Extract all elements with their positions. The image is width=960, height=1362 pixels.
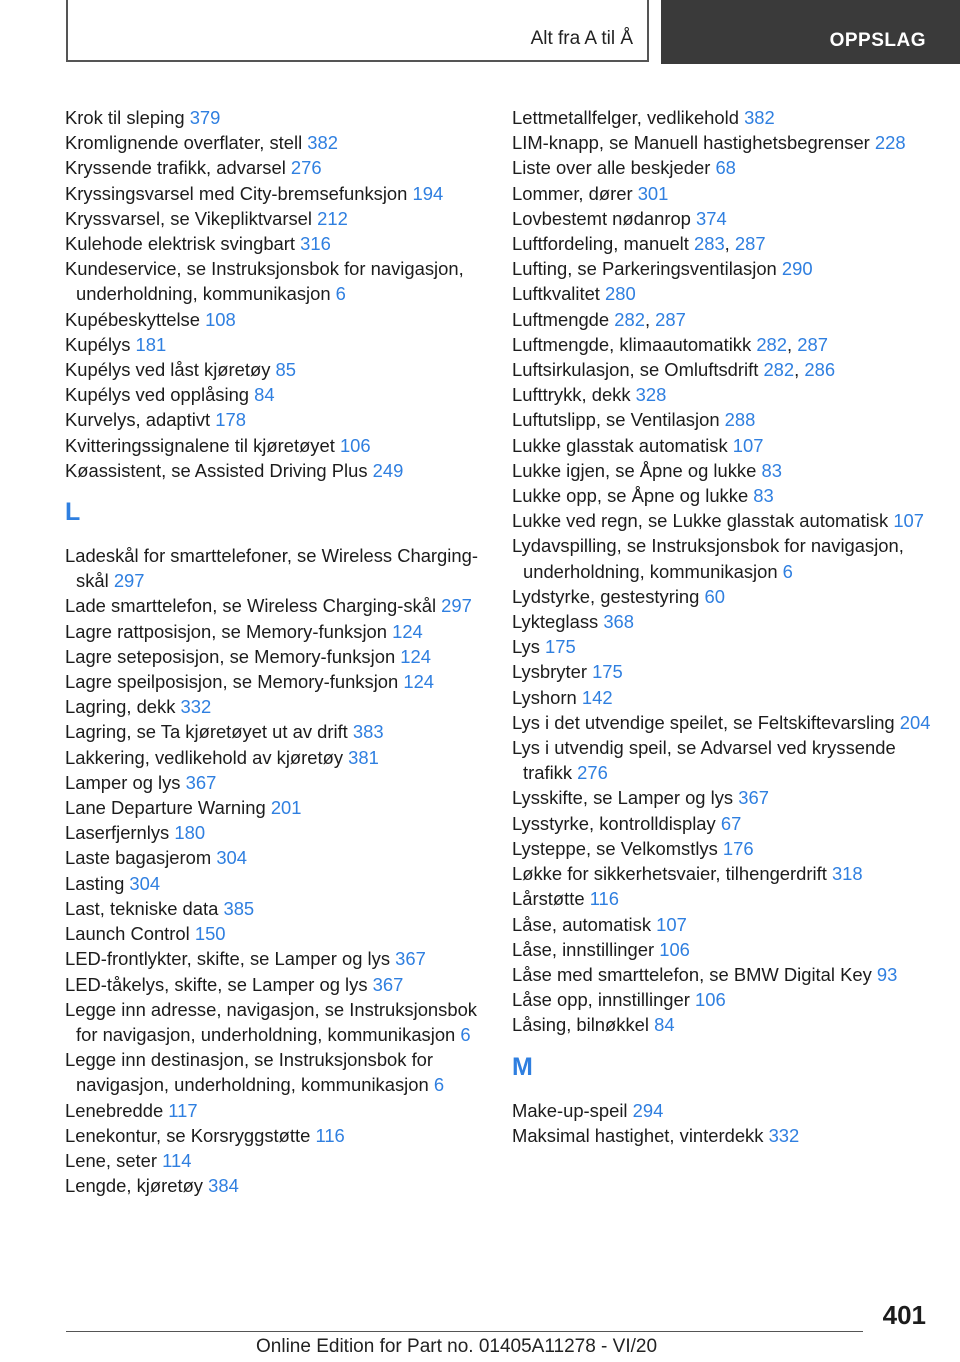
- page-link[interactable]: 6: [782, 560, 793, 582]
- chapter-tab: [661, 0, 960, 64]
- index-entry-term: Luftmengde, klimaautomatikk: [512, 333, 757, 355]
- page-link[interactable]: 282: [763, 359, 795, 381]
- index-entry: [512, 1098, 932, 1123]
- index-entry-term: Kryssingsvarsel med City-bremsefunksjon: [65, 182, 413, 204]
- page-link[interactable]: 93: [876, 963, 898, 985]
- index-entry-term: Lagring, dekk: [65, 696, 181, 718]
- index-entry: [65, 231, 485, 256]
- index-entry: [65, 407, 485, 432]
- index-entry: [65, 155, 485, 180]
- page-link[interactable]: 212: [317, 207, 348, 229]
- page-link[interactable]: 287: [655, 308, 686, 330]
- index-column-left: [65, 105, 485, 1198]
- page-link[interactable]: 384: [208, 1175, 239, 1197]
- page-link[interactable]: 367: [395, 948, 426, 970]
- page-link[interactable]: 367: [372, 973, 404, 995]
- index-entry: [65, 896, 485, 921]
- index-entry: [512, 861, 932, 886]
- index-entry-term: LIM-knapp, se Manuell hastighetsbegrenser: [512, 132, 875, 154]
- edition-info: Online Edition for Part no. 01405A11278 - VI/20: [256, 1336, 658, 1357]
- index-entry-term: Kupélys ved opplåsing: [65, 384, 255, 406]
- page-link[interactable]: 6: [433, 1074, 445, 1096]
- index-entry-term: Lydavspilling, se Instruksjonsbok for navigasjon, underholdning, kommunikasjon: [512, 535, 904, 582]
- index-entry: [512, 281, 932, 306]
- index-entry: [65, 593, 485, 618]
- index-entry-term: Lys: [512, 636, 546, 658]
- page-separator: ,: [724, 233, 735, 255]
- index-entry: [512, 206, 932, 231]
- page-link[interactable]: 6: [335, 283, 346, 305]
- index-entry: [65, 820, 485, 845]
- index-entry-term: Lagre speilposisjon, se Memory-funksjon: [65, 671, 404, 693]
- index-entry-term: Låse, innstillinger: [512, 938, 660, 960]
- page-link[interactable]: 368: [603, 611, 635, 633]
- page-link[interactable]: 84: [654, 1014, 675, 1036]
- page-link[interactable]: 287: [734, 233, 766, 255]
- index-entry: [512, 433, 932, 458]
- page-link[interactable]: 60: [704, 585, 725, 607]
- index-entry-term: Lys i det utvendige speilet, se Feltskiftevarsling: [512, 711, 900, 733]
- index-entry: [512, 407, 932, 432]
- index-entry-term: Ladeskål for smarttelefoner, se Wireless Charging-skål: [65, 545, 478, 592]
- index-entry: [512, 937, 932, 962]
- page-link[interactable]: 228: [874, 132, 906, 154]
- index-entry: [65, 745, 485, 770]
- index-entry-term: Lårstøtte: [512, 888, 590, 910]
- index-entry: [65, 719, 485, 744]
- page-link[interactable]: 150: [194, 923, 226, 945]
- page-link[interactable]: 108: [205, 308, 236, 330]
- page-link[interactable]: 332: [768, 1124, 800, 1146]
- index-entry-term: Last, tekniske data: [65, 897, 224, 919]
- index-entry-term: Lysteppe, se Velkomstlys: [512, 837, 723, 859]
- page-link[interactable]: 114: [162, 1149, 192, 1171]
- page-link[interactable]: 181: [135, 333, 167, 355]
- index-entry-term: Lane Departure Warning: [65, 797, 271, 819]
- index-entry-term: Krok til sleping: [65, 107, 190, 128]
- page-link[interactable]: 201: [270, 797, 302, 819]
- index-entry-term: LED-frontlykter, skifte, se Lamper og lys: [65, 948, 396, 970]
- page-link[interactable]: 297: [113, 570, 145, 592]
- index-entry: [65, 382, 485, 407]
- index-entry: [512, 458, 932, 483]
- page-link[interactable]: 83: [761, 459, 782, 481]
- index-entry-term: Lenekontur, se Korsryggstøtte: [65, 1124, 316, 1146]
- page-link[interactable]: 304: [129, 872, 161, 894]
- index-entry-term: Lettmetallfelger, vedlikehold: [512, 107, 745, 128]
- index-entry: [512, 307, 932, 332]
- page-link[interactable]: 282: [614, 308, 645, 330]
- index-letter-heading: L: [65, 498, 81, 527]
- page-link[interactable]: 107: [656, 913, 687, 935]
- page-link[interactable]: 294: [632, 1099, 664, 1121]
- page-link[interactable]: 124: [403, 671, 435, 693]
- index-entry: [65, 332, 485, 357]
- index-entry: [512, 483, 932, 508]
- page-link[interactable]: 84: [254, 384, 275, 406]
- index-entry-term: Make-up-speil: [512, 1099, 633, 1121]
- index-entry: [65, 433, 485, 458]
- index-entry-term: Kundeservice, se Instruksjonsbok for navigasjon, underholdning, kommunikasjon: [65, 258, 464, 305]
- page-link[interactable]: 175: [592, 661, 623, 683]
- index-letter-heading: M: [512, 1052, 533, 1081]
- page-number: 401: [882, 1300, 926, 1330]
- page-link[interactable]: 367: [738, 787, 769, 809]
- index-entry-term: Lydstyrke, gestestyring: [512, 585, 705, 607]
- index-entry-term: Lagre rattposisjon, se Memory-funksjon: [65, 620, 393, 642]
- index-entry: [65, 694, 485, 719]
- page-separator: ,: [787, 333, 798, 355]
- index-entry-term: Legge inn destinasjon, se Instruksjonsbok for navigasjon, underholdning, kommunikasjon: [65, 1049, 434, 1096]
- index-entry-term: Låse, automatisk: [512, 913, 657, 935]
- index-entry-term: Kryssvarsel, se Vikepliktvarsel: [65, 207, 318, 229]
- page-link[interactable]: 385: [223, 897, 255, 919]
- index-entry-term: Lykteglass: [512, 611, 604, 633]
- index-entry-term: Launch Control: [65, 923, 195, 945]
- index-entry-term: Lys i utvendig speil, se Advarsel ved kryssende trafikk: [512, 737, 896, 784]
- index-entry-term: Lysskifte, se Lamper og lys: [512, 787, 739, 809]
- page-header: [66, 0, 960, 64]
- index-entry: [512, 785, 932, 810]
- page-link[interactable]: 107: [732, 434, 764, 456]
- index-entry: [512, 130, 932, 155]
- index-entry: [512, 1123, 932, 1148]
- index-entry: [512, 735, 932, 785]
- index-entry: [512, 533, 932, 583]
- index-entry: [65, 130, 485, 155]
- page-link[interactable]: 204: [899, 711, 931, 733]
- page-link[interactable]: 332: [180, 696, 212, 718]
- chapter-title: OPPSLAG: [829, 30, 926, 51]
- page-link[interactable]: 286: [804, 359, 836, 381]
- index-entry-term: Kryssende trafikk, advarsel: [65, 157, 291, 179]
- index-entry: [65, 105, 485, 130]
- index-entry: [65, 543, 485, 593]
- page-link[interactable]: 288: [724, 409, 756, 431]
- page-link[interactable]: 382: [744, 107, 775, 128]
- index-entry-term: Lufting, se Parkeringsventilasjon: [512, 258, 782, 280]
- index-entry-term: Lasting: [65, 872, 130, 894]
- page-link[interactable]: 297: [441, 595, 472, 617]
- page-link[interactable]: 85: [275, 359, 297, 381]
- page-link[interactable]: 249: [372, 459, 404, 481]
- index-entry-term: Kulehode elektrisk svingbart: [65, 233, 301, 255]
- page-link[interactable]: 180: [174, 822, 206, 844]
- index-entry-term: Laserfjernlys: [65, 822, 175, 844]
- index-entry-term: Køassistent, se Assisted Driving Plus: [65, 459, 373, 481]
- page-link[interactable]: 304: [216, 847, 247, 869]
- index-entry: [512, 105, 932, 130]
- index-entry: [512, 685, 932, 710]
- index-entry-term: Liste over alle beskjeder: [512, 157, 716, 179]
- page-link[interactable]: 178: [215, 409, 246, 431]
- page-link[interactable]: 367: [185, 771, 217, 793]
- index-entry: [512, 508, 932, 533]
- index-entry: [65, 181, 485, 206]
- index-entry-term: Kupébeskyttelse: [65, 308, 206, 330]
- index-entry-term: Lovbestemt nødanrop: [512, 207, 697, 229]
- index-entry-term: Låse med smarttelefon, se BMW Digital Key: [512, 963, 877, 985]
- page-link[interactable]: 276: [290, 157, 322, 179]
- index-entry: [65, 997, 485, 1047]
- index-entry: [65, 206, 485, 231]
- index-entry-term: LED-tåkelys, skifte, se Lamper og lys: [65, 973, 373, 995]
- index-entry-term: Legge inn adresse, navigasjon, se Instruksjonsbok for navigasjon, underholdning, kommunikasjon: [65, 998, 478, 1045]
- index-entry: [512, 181, 932, 206]
- index-entry: [65, 1173, 485, 1198]
- index-entry-term: Lukke ved regn, se Lukke glasstak automatisk: [512, 510, 894, 532]
- page-link[interactable]: 142: [581, 686, 613, 708]
- page-link[interactable]: 318: [831, 863, 863, 885]
- page-link[interactable]: 374: [696, 207, 727, 229]
- index-entry: [65, 256, 485, 306]
- page-link[interactable]: 124: [392, 620, 423, 642]
- page-link[interactable]: 381: [348, 746, 379, 768]
- index-entry: [512, 912, 932, 937]
- index-entry: [65, 921, 485, 946]
- index-entry-term: Løkke for sikkerhetsvaier, tilhengerdrift: [512, 863, 832, 885]
- page-link[interactable]: 107: [893, 510, 924, 532]
- page-link[interactable]: 194: [412, 182, 444, 204]
- index-entry-term: Lysstyrke, kontrolldisplay: [512, 812, 721, 834]
- index-entry-term: Lukke glasstak automatisk: [512, 434, 733, 456]
- page-link[interactable]: 383: [352, 721, 384, 743]
- index-entry-term: Lengde, kjøretøy: [65, 1175, 209, 1197]
- index-entry: [512, 155, 932, 180]
- index-entry-term: Låse opp, innstillinger: [512, 989, 695, 1011]
- index-entry: [512, 584, 932, 609]
- page-link[interactable]: 328: [635, 384, 667, 406]
- index-entry: [65, 1047, 485, 1097]
- index-entry-term: Kvitteringssignalene til kjøretøyet: [65, 434, 340, 456]
- index-entry: [65, 845, 485, 870]
- index-entry: [512, 382, 932, 407]
- index-entry-term: Lyshorn: [512, 686, 582, 708]
- index-entry: [65, 946, 485, 971]
- index-entry-term: Lukke opp, se Åpne og lukke: [512, 485, 754, 507]
- index-entry: [65, 669, 485, 694]
- page-link[interactable]: 116: [315, 1124, 345, 1146]
- index-entry-term: Kurvelys, adaptivt: [65, 409, 216, 431]
- page-link[interactable]: 287: [797, 333, 828, 355]
- index-entry: [65, 458, 485, 483]
- index-entry-term: Kupélys ved låst kjøretøy: [65, 359, 276, 381]
- page-link[interactable]: 276: [577, 762, 608, 784]
- footer-divider: [66, 1331, 863, 1332]
- page-link[interactable]: 283: [693, 233, 725, 255]
- page-link[interactable]: 382: [307, 132, 338, 154]
- index-entry: [65, 1148, 485, 1173]
- index-entry: [512, 634, 932, 659]
- index-entry-term: Lagre seteposisjon, se Memory-funksjon: [65, 645, 401, 667]
- index-entry: [512, 811, 932, 836]
- index-entry-term: Luftkvalitet: [512, 283, 606, 305]
- section-tab: [66, 0, 649, 62]
- page-link[interactable]: 106: [659, 938, 690, 960]
- page-separator: ,: [794, 359, 805, 381]
- index-entry-term: Lukke igjen, se Åpne og lukke: [512, 459, 762, 481]
- index-entry: [512, 886, 932, 911]
- index-entry-term: Maksimal hastighet, vinterdekk: [512, 1124, 769, 1146]
- index-entry-term: Lufttrykk, dekk: [512, 384, 636, 406]
- page-link[interactable]: 116: [589, 888, 620, 910]
- index-entry: [512, 1012, 932, 1037]
- index-entry: [65, 619, 485, 644]
- index-entry-term: Lagring, se Ta kjøretøyet ut av drift: [65, 721, 353, 743]
- index-entry: [65, 871, 485, 896]
- index-entry: [512, 659, 932, 684]
- index-entry: [512, 357, 932, 382]
- page-link[interactable]: 379: [189, 107, 221, 128]
- index-entry-term: Lommer, dører: [512, 182, 638, 204]
- index-entry: [512, 836, 932, 861]
- page-link[interactable]: 83: [753, 485, 774, 507]
- index-entry: [65, 795, 485, 820]
- index-entry-term: Lakkering, vedlikehold av kjøretøy: [65, 746, 349, 768]
- index-entry-term: Kromlignende overflater, stell: [65, 132, 308, 154]
- index-entry: [512, 962, 932, 987]
- index-entry-term: Lenebredde: [65, 1099, 169, 1121]
- index-entry-term: Låsing, bilnøkkel: [512, 1014, 655, 1036]
- index-entry: [512, 609, 932, 634]
- page-link[interactable]: 6: [460, 1023, 471, 1045]
- index-entry: [512, 231, 932, 256]
- section-title: Alt fra A til Å: [530, 28, 633, 49]
- index-entry-term: Lade smarttelefon, se Wireless Charging-skål: [65, 595, 442, 617]
- index-entry-term: Luftfordeling, manuelt: [512, 233, 694, 255]
- page-link[interactable]: 175: [545, 636, 576, 658]
- page-link[interactable]: 68: [715, 157, 736, 179]
- index-entry: [512, 987, 932, 1012]
- index-entry: [65, 357, 485, 382]
- index-entry-term: Kupélys: [65, 333, 136, 355]
- index-entry-term: Laste bagasjerom: [65, 847, 217, 869]
- page-link[interactable]: 301: [637, 182, 669, 204]
- index-entry-term: Lamper og lys: [65, 771, 186, 793]
- index-entry: [65, 307, 485, 332]
- index-entry-term: Luftutslipp, se Ventilasjon: [512, 409, 725, 431]
- index-entry: [512, 710, 932, 735]
- index-entry: [65, 1123, 485, 1148]
- page-link[interactable]: 67: [720, 812, 742, 834]
- page-link[interactable]: 290: [781, 258, 813, 280]
- page-separator: ,: [644, 308, 656, 330]
- index-entry: [65, 770, 485, 795]
- page-link[interactable]: 316: [300, 233, 331, 255]
- index-column-right: [512, 105, 932, 1148]
- index-entry: [512, 256, 932, 281]
- page-link[interactable]: 106: [339, 434, 371, 456]
- page-link[interactable]: 280: [605, 283, 636, 305]
- index-entry-term: Luftmengde: [512, 308, 615, 330]
- index-entry: [65, 972, 485, 997]
- page-link[interactable]: 117: [168, 1099, 198, 1121]
- page-link[interactable]: 176: [722, 837, 754, 859]
- index-entry: [65, 1098, 485, 1123]
- index-entry-term: Lysbryter: [512, 661, 593, 683]
- index-entry-term: Luftsirkulasjon, se Omluftsdrift: [512, 359, 764, 381]
- index-entry-term: Lene, seter: [65, 1149, 163, 1171]
- page-link[interactable]: 282: [756, 333, 787, 355]
- page-link[interactable]: 124: [400, 645, 431, 667]
- page-link[interactable]: 106: [695, 989, 726, 1011]
- index-entry: [512, 332, 932, 357]
- index-entry: [65, 644, 485, 669]
